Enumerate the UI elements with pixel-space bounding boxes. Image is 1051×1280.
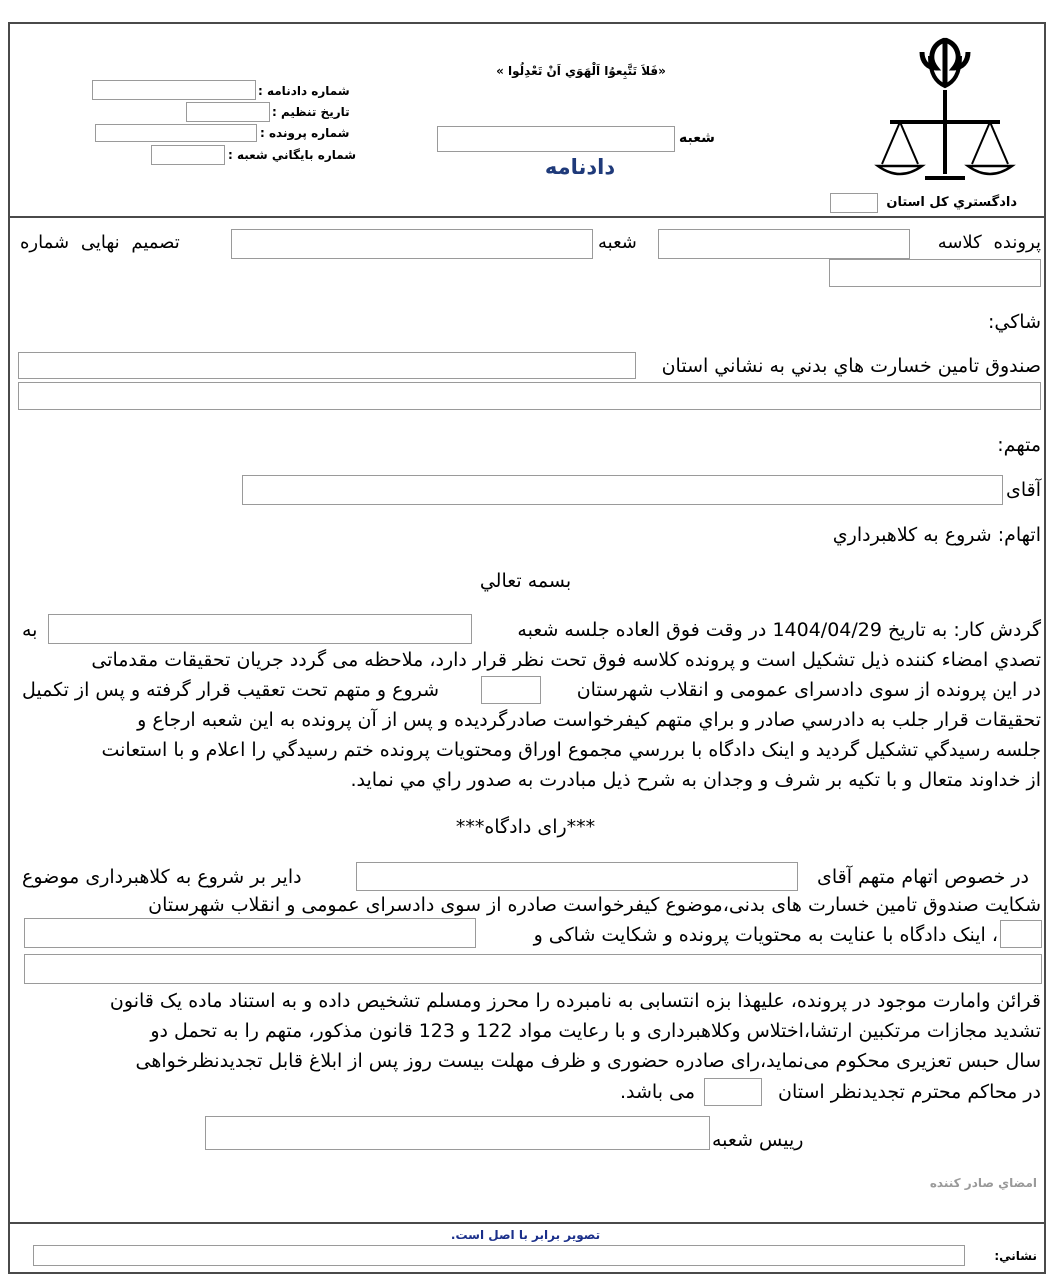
proceedings-line-4: تحقيقات قرار جلب به دادرسي صادر و براي متهم كيفرخواست صادرگرديده و پس از آن پرونده به اين شعبه ارجاع و [137, 709, 1041, 731]
charge-text: اتهام: شروع به كلاهبرداري [832, 524, 1041, 546]
issuer-signature-label: امضاي صادر كننده [929, 1176, 1037, 1190]
accused-name-input[interactable] [242, 475, 1003, 505]
province-input[interactable] [830, 193, 878, 213]
final-decision-input[interactable] [829, 259, 1041, 287]
archive-number-input[interactable] [151, 145, 225, 165]
appeal-province-input[interactable] [704, 1078, 762, 1106]
proceedings-line-6: از خداوند متعال و با تكيه بر شرف و وجدان به شرح ذيل مبادرت به صدور راي مي نمايد. [350, 769, 1041, 791]
verdict-extra-input-1[interactable] [24, 918, 476, 948]
county-input[interactable] [481, 676, 541, 704]
proceedings-line-1b: به [22, 619, 38, 641]
verdict-line-6: سال حبس تعزيرى محكوم مى‌نمايد،راى صادره حضورى و ظرف مهلت بيست روز پس از ابلاغ قابل تجديدنظرخواهى [135, 1050, 1041, 1072]
verdict-number-input[interactable] [92, 80, 256, 100]
verdict-line-7b: مى باشد. [620, 1081, 696, 1103]
accused-title: آقاى [1005, 479, 1041, 501]
complainant-address-input[interactable] [18, 352, 636, 379]
verdict-number-label: شماره دادنامه : [258, 84, 350, 98]
verse-text: «فَلاَ تَتَّبِعوُا اَلْهَوَي اَنْ تَعْدِلُوا » [496, 64, 666, 78]
footer-divider [8, 1222, 1046, 1224]
file-number-input[interactable] [95, 124, 257, 142]
date-input[interactable] [186, 102, 270, 122]
branch-input-header[interactable] [437, 126, 675, 152]
complainant-extra-input[interactable] [18, 382, 1041, 410]
certified-copy-text: تصوير برابر با اصل است. [450, 1228, 601, 1242]
branch-label-header: شعبه [679, 130, 715, 146]
header-divider [8, 216, 1046, 218]
branch-head-label: رييس شعبه [712, 1129, 804, 1151]
address-label: نشاني: [994, 1249, 1037, 1263]
verdict-extra-input-2[interactable] [24, 954, 1042, 984]
complainant-name: صندوق تامين خسارت هاي بدني به نشاني استان [661, 355, 1041, 377]
branch-head-input[interactable] [205, 1116, 710, 1150]
proceedings-line-2: تصدي امضاء كننده ذيل تشكيل است و پرونده كلاسه فوق تحت نظر قرار دارد، ملاحظه مى گردد جريان تحقيقات مقدماتى [91, 649, 1041, 671]
proceedings-line-5: جلسه رسيدگي تشكيل گرديد و اينک دادگاه با بررسي مجموع اوراق ومحتويات پرونده ختم رسيدگي را اعلام و با استعانت [101, 739, 1041, 761]
verdict-line-1b: داير بر شروع به كلاهبردارى موضوع [22, 866, 302, 888]
province-court-label: دادگستري كل استان [886, 195, 1017, 210]
proceedings-line-1a: گردش كار: به تاريخ 1404/04/29 در وقت فوق العاده جلسه شعبه [517, 619, 1041, 641]
file-number-label: شماره پرونده : [260, 126, 350, 140]
verdict-line-4: قرائن وامارت موجود در پرونده، عليهذا بزه انتسابى به نامبرده را محرز ومسلم تشخيص داده و به استناد ماده يک قانون [109, 990, 1041, 1012]
archive-number-label: شماره بايگاني شعبه : [228, 148, 357, 162]
accused-name-verdict-input[interactable] [356, 862, 798, 891]
bismillah-text: بسمه تعالي [479, 570, 572, 592]
final-decision-label: تصميم نهايى شماره [20, 232, 180, 253]
verdict-county-input[interactable] [1000, 920, 1042, 948]
complainant-label: شاكي: [988, 311, 1041, 333]
verdict-line-3: ، اينک دادگاه با عنايت به محتويات پرونده و شكايت شاكى و [533, 924, 998, 946]
date-label: تاريخ تنظيم : [272, 105, 350, 119]
branch-label-row: شعبه [598, 232, 637, 253]
proceedings-line-3a: در اين پرونده از سوى دادسراى عمومى و انقلاب شهرستان [576, 679, 1041, 701]
verdict-heading: ***راى دادگاه*** [455, 816, 596, 838]
branch-input-row[interactable] [231, 229, 593, 259]
verdict-title: دادنامه [544, 155, 616, 179]
file-class-label: پرونده كلاسه [937, 232, 1041, 253]
address-input[interactable] [33, 1245, 965, 1266]
verdict-line-7a: در محاكم محترم تجديدنظر استان [778, 1081, 1041, 1103]
session-branch-input[interactable] [48, 614, 472, 644]
file-class-input[interactable] [658, 229, 910, 259]
verdict-line-1a: در خصوص اتهام متهم آقاى [816, 866, 1029, 888]
verdict-line-2: شكايت صندوق تامين خسارت هاى بدنى،موضوع كيفرخواست صادره از سوى دادسراى عمومى و انقلاب شهرستان [148, 894, 1041, 916]
proceedings-line-3b: شروع و متهم تحت تعقيب قرار گرفته و پس از تكميل [22, 679, 440, 701]
accused-label: متهم: [997, 434, 1041, 456]
emblem-icon [870, 34, 1020, 184]
verdict-line-5: تشديد مجازات مرتكبين ارتشا،اختلاس وكلاهبردارى و با رعايت مواد 122 و 123 قانون مذكور، متهم را به تحمل دو [150, 1020, 1041, 1042]
